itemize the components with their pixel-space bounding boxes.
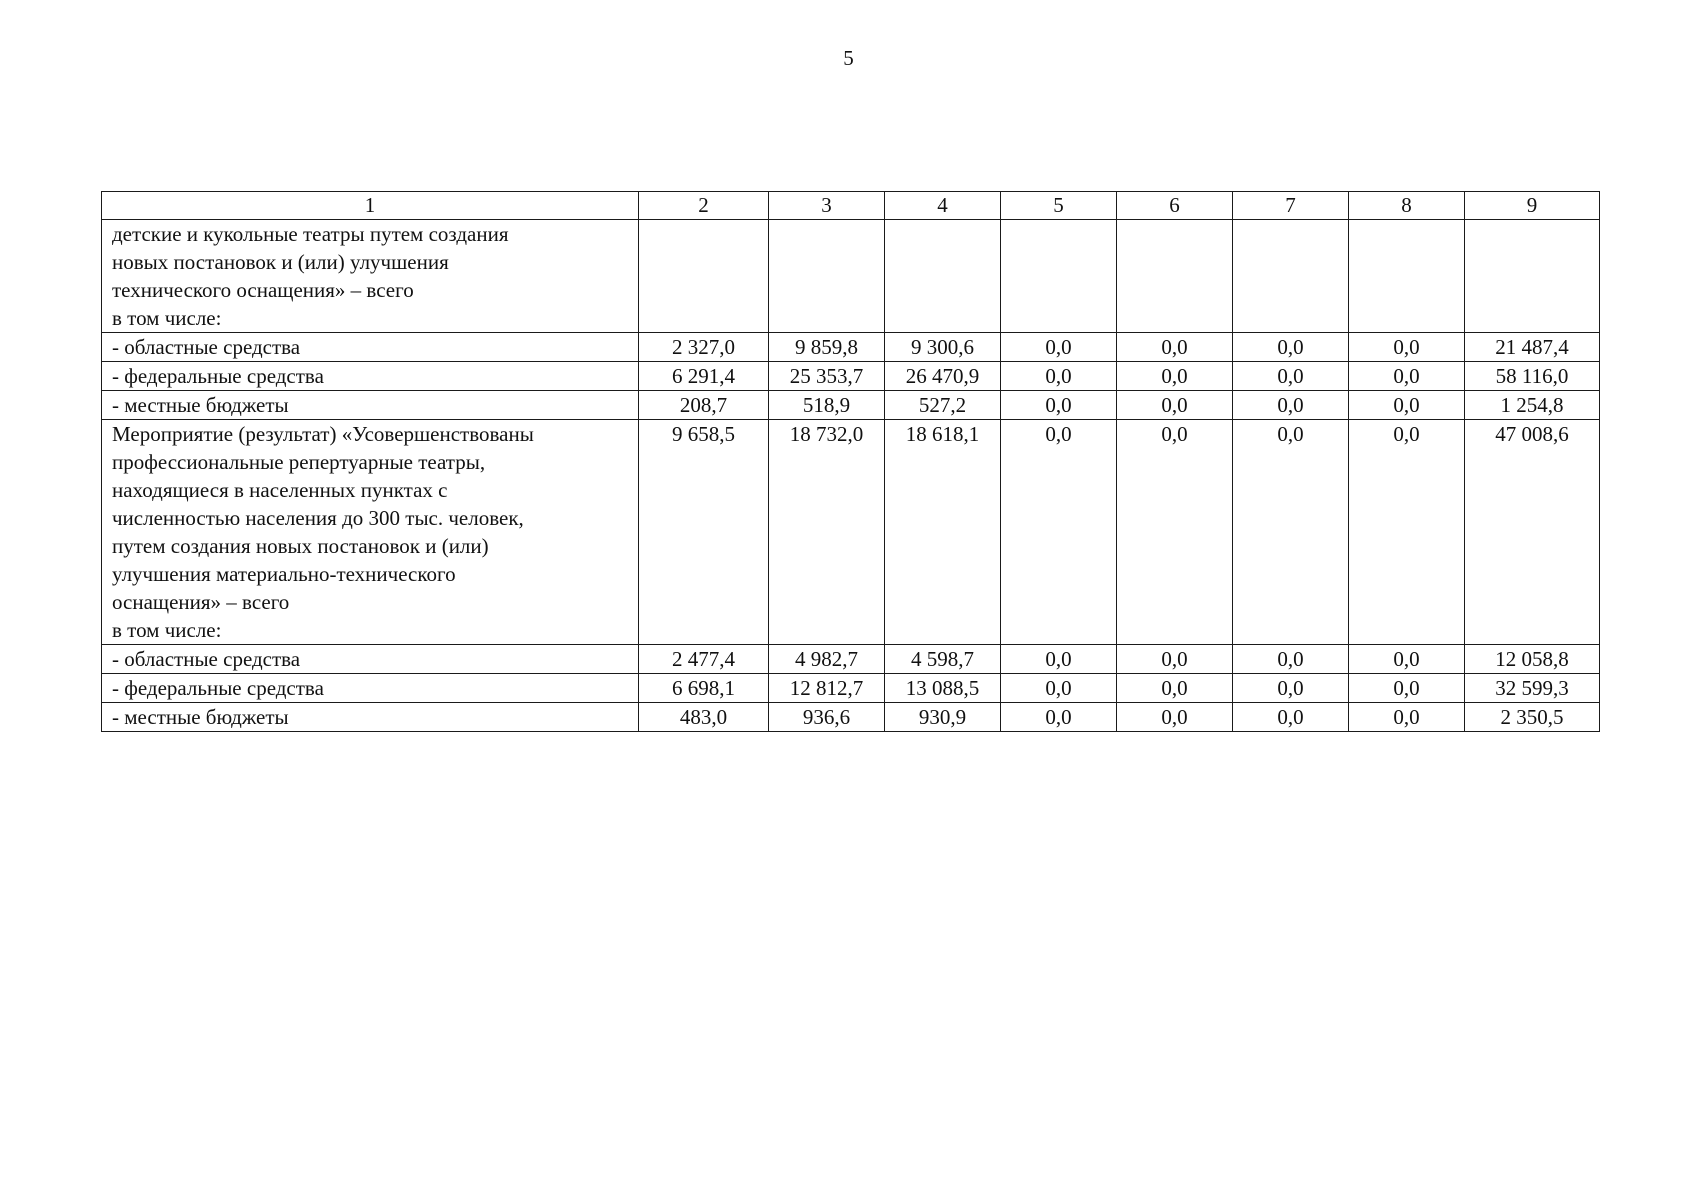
table-row [102, 220, 1600, 333]
column-header: 8 [1349, 192, 1465, 220]
table-cell: 0,0 [1349, 420, 1465, 645]
table-cell: 0,0 [1349, 645, 1465, 674]
column-header: 2 [639, 192, 769, 220]
row-label: Мероприятие (результат) «Усовершенствованы профессиональные репертуарные театры, находящиеся в населенных пунктах с численностью населения до 300 тыс. человек, путем создания новых постановок и (или) улучшения материально-технического оснащения» – всего в том числе: [102, 420, 639, 645]
table-cell: 0,0 [1117, 674, 1233, 703]
table-cell: 13 088,5 [885, 674, 1001, 703]
table-cell: 4 598,7 [885, 645, 1001, 674]
row-label: - федеральные средства [102, 362, 639, 391]
column-header: 4 [885, 192, 1001, 220]
budget-table [101, 191, 1600, 732]
table-cell: 0,0 [1001, 391, 1117, 420]
table-cell: 0,0 [1117, 703, 1233, 732]
table-cell [769, 220, 885, 333]
table-cell: 208,7 [639, 391, 769, 420]
table-cell: 0,0 [1117, 362, 1233, 391]
table-cell: 9 300,6 [885, 333, 1001, 362]
table-cell [1001, 220, 1117, 333]
table-row [102, 420, 1600, 645]
row-label: - областные средства [102, 333, 639, 362]
table-cell [1349, 220, 1465, 333]
column-header: 9 [1465, 192, 1600, 220]
table-cell: 0,0 [1233, 391, 1349, 420]
table-cell: 0,0 [1349, 391, 1465, 420]
table-cell: 0,0 [1001, 645, 1117, 674]
table-cell [1233, 220, 1349, 333]
table-cell: 0,0 [1233, 333, 1349, 362]
table-cell: 0,0 [1001, 362, 1117, 391]
table-cell: 527,2 [885, 391, 1001, 420]
row-label: - местные бюджеты [102, 703, 639, 732]
table-cell: 9 658,5 [639, 420, 769, 645]
table-cell: 26 470,9 [885, 362, 1001, 391]
table-cell: 0,0 [1349, 703, 1465, 732]
table-cell: 936,6 [769, 703, 885, 732]
table-cell: 32 599,3 [1465, 674, 1600, 703]
table-row [102, 391, 1600, 420]
column-header: 1 [102, 192, 639, 220]
table-cell: 2 350,5 [1465, 703, 1600, 732]
table-cell [1117, 220, 1233, 333]
table-cell: 483,0 [639, 703, 769, 732]
table-cell: 12 058,8 [1465, 645, 1600, 674]
column-header: 5 [1001, 192, 1117, 220]
table-cell: 25 353,7 [769, 362, 885, 391]
table-cell: 4 982,7 [769, 645, 885, 674]
table-body [102, 220, 1600, 732]
table-cell: 58 116,0 [1465, 362, 1600, 391]
table-row [102, 333, 1600, 362]
table-cell: 0,0 [1349, 674, 1465, 703]
table-cell: 930,9 [885, 703, 1001, 732]
table-cell [885, 220, 1001, 333]
table-cell: 6 291,4 [639, 362, 769, 391]
table-cell: 0,0 [1001, 703, 1117, 732]
table-cell [639, 220, 769, 333]
table-cell: 12 812,7 [769, 674, 885, 703]
table-cell: 18 732,0 [769, 420, 885, 645]
table-cell: 6 698,1 [639, 674, 769, 703]
page-number: 5 [843, 46, 854, 70]
table-cell: 0,0 [1001, 674, 1117, 703]
table-header [102, 192, 1600, 220]
table-cell: 0,0 [1233, 645, 1349, 674]
row-label: - местные бюджеты [102, 391, 639, 420]
table-cell: 0,0 [1233, 362, 1349, 391]
header-row [102, 192, 1600, 220]
table-row [102, 362, 1600, 391]
table-cell: 518,9 [769, 391, 885, 420]
row-label: - областные средства [102, 645, 639, 674]
table-cell: 0,0 [1233, 420, 1349, 645]
table-cell: 9 859,8 [769, 333, 885, 362]
row-label: детские и кукольные театры путем создания новых постановок и (или) улучшения технического оснащения» – всего в том числе: [102, 220, 639, 333]
table-cell: 2 327,0 [639, 333, 769, 362]
table-cell: 0,0 [1117, 645, 1233, 674]
row-label: - федеральные средства [102, 674, 639, 703]
table-row [102, 674, 1600, 703]
column-header: 7 [1233, 192, 1349, 220]
table-cell: 1 254,8 [1465, 391, 1600, 420]
table-cell: 0,0 [1233, 674, 1349, 703]
table-cell: 0,0 [1117, 333, 1233, 362]
table-row [102, 645, 1600, 674]
table-cell: 18 618,1 [885, 420, 1001, 645]
table-cell [1465, 220, 1600, 333]
table-cell: 21 487,4 [1465, 333, 1600, 362]
table-row [102, 703, 1600, 732]
column-header: 6 [1117, 192, 1233, 220]
table-cell: 2 477,4 [639, 645, 769, 674]
table-cell: 0,0 [1117, 391, 1233, 420]
table-cell: 47 008,6 [1465, 420, 1600, 645]
table-cell: 0,0 [1001, 420, 1117, 645]
table-cell: 0,0 [1233, 703, 1349, 732]
table-cell: 0,0 [1001, 333, 1117, 362]
column-header: 3 [769, 192, 885, 220]
table-cell: 0,0 [1117, 420, 1233, 645]
table-cell: 0,0 [1349, 362, 1465, 391]
table-cell: 0,0 [1349, 333, 1465, 362]
